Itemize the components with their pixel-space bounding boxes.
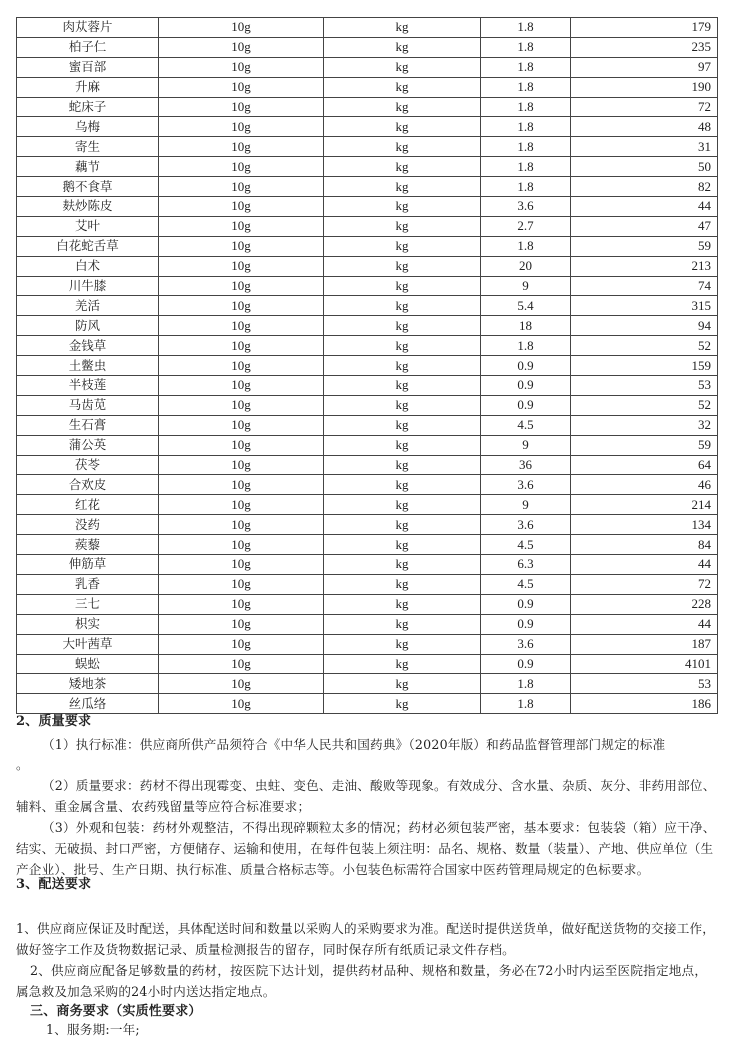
unit-cell: kg <box>324 356 481 376</box>
unit-cell: kg <box>324 276 481 296</box>
unit-cell: kg <box>324 395 481 415</box>
specification-cell: 10g <box>159 475 324 495</box>
specification-cell: 10g <box>159 236 324 256</box>
table-row <box>17 18 718 38</box>
quantity-cell: 0.9 <box>481 395 571 415</box>
quantity-cell: 1.8 <box>481 57 571 77</box>
herb-name-cell: 川牛膝 <box>17 276 159 296</box>
quantity-cell: 5.4 <box>481 296 571 316</box>
quantity-cell: 1.8 <box>481 18 571 38</box>
specification-cell: 10g <box>159 197 324 217</box>
herb-name-cell: 蜜百部 <box>17 57 159 77</box>
specification-cell: 10g <box>159 495 324 515</box>
specification-cell: 10g <box>159 77 324 97</box>
herb-name-cell: 蒲公英 <box>17 435 159 455</box>
unit-cell: kg <box>324 515 481 535</box>
price-cell: 48 <box>571 117 718 137</box>
price-cell: 44 <box>571 555 718 575</box>
quantity-cell: 9 <box>481 276 571 296</box>
unit-cell: kg <box>324 37 481 57</box>
table-row <box>17 574 718 594</box>
specification-cell: 10g <box>159 535 324 555</box>
price-cell: 53 <box>571 674 718 694</box>
price-cell: 47 <box>571 216 718 236</box>
quantity-cell: 1.8 <box>481 336 571 356</box>
specification-cell: 10g <box>159 37 324 57</box>
quantity-cell: 9 <box>481 495 571 515</box>
herb-name-cell: 白花蛇舌草 <box>17 236 159 256</box>
table-row <box>17 634 718 654</box>
herb-name-cell: 合欢皮 <box>17 475 159 495</box>
quantity-cell: 3.6 <box>481 197 571 217</box>
specification-cell: 10g <box>159 356 324 376</box>
quantity-cell: 9 <box>481 435 571 455</box>
table-row <box>17 435 718 455</box>
quality-requirements: （2）质量要求：药材不得出现霉变、虫蛀、变色、走油、酸败等现象。有效成分、含水量、杂质、灰分、非药用部位、辅料、重金属含量、农药残留量等应符合标准要求； <box>16 778 716 814</box>
unit-cell: kg <box>324 415 481 435</box>
unit-cell: kg <box>324 455 481 475</box>
unit-cell: kg <box>324 594 481 614</box>
unit-cell: kg <box>324 57 481 77</box>
quantity-cell: 0.9 <box>481 356 571 376</box>
table-row <box>17 57 718 77</box>
specification-cell: 10g <box>159 296 324 316</box>
table-row <box>17 77 718 97</box>
table-row <box>17 515 718 535</box>
price-cell: 59 <box>571 236 718 256</box>
unit-cell: kg <box>324 316 481 336</box>
herb-name-cell: 土鳖虫 <box>17 356 159 376</box>
herb-name-cell: 三七 <box>17 594 159 614</box>
specification-cell: 10g <box>159 694 324 714</box>
delivery-heading: 3、配送要求 <box>16 877 92 892</box>
herb-name-cell: 红花 <box>17 495 159 515</box>
quantity-cell: 1.8 <box>481 236 571 256</box>
quantity-cell: 0.9 <box>481 594 571 614</box>
specification-cell: 10g <box>159 137 324 157</box>
price-cell: 179 <box>571 18 718 38</box>
price-cell: 44 <box>571 197 718 217</box>
unit-cell: kg <box>324 475 481 495</box>
specification-cell: 10g <box>159 515 324 535</box>
quantity-cell: 36 <box>481 455 571 475</box>
price-cell: 72 <box>571 97 718 117</box>
price-cell: 74 <box>571 276 718 296</box>
price-cell: 97 <box>571 57 718 77</box>
quality-standard: （1）执行标准：供应商所供产品须符合《中华人民共和国药典》（2020年版）和药品监督管理部门规定的标准 <box>42 737 666 752</box>
table-row <box>17 336 718 356</box>
price-cell: 315 <box>571 296 718 316</box>
table-row <box>17 594 718 614</box>
unit-cell: kg <box>324 18 481 38</box>
herb-name-cell: 升麻 <box>17 77 159 97</box>
unit-cell: kg <box>324 574 481 594</box>
unit-cell: kg <box>324 197 481 217</box>
price-cell: 32 <box>571 415 718 435</box>
specification-cell: 10g <box>159 256 324 276</box>
quantity-cell: 4.5 <box>481 535 571 555</box>
table-row <box>17 177 718 197</box>
unit-cell: kg <box>324 216 481 236</box>
table-row <box>17 296 718 316</box>
specification-cell: 10g <box>159 336 324 356</box>
herb-name-cell: 生石膏 <box>17 415 159 435</box>
specification-cell: 10g <box>159 415 324 435</box>
price-cell: 52 <box>571 336 718 356</box>
specification-cell: 10g <box>159 117 324 137</box>
unit-cell: kg <box>324 177 481 197</box>
herb-name-cell: 茯苓 <box>17 455 159 475</box>
specification-cell: 10g <box>159 455 324 475</box>
herb-name-cell: 矮地茶 <box>17 674 159 694</box>
quantity-cell: 18 <box>481 316 571 336</box>
herb-name-cell: 柏子仁 <box>17 37 159 57</box>
quantity-cell: 1.8 <box>481 77 571 97</box>
table-row <box>17 117 718 137</box>
table-row <box>17 654 718 674</box>
unit-cell: kg <box>324 376 481 396</box>
business-heading: 三、商务要求（实质性要求） <box>30 1004 202 1019</box>
specification-cell: 10g <box>159 376 324 396</box>
specification-cell: 10g <box>159 395 324 415</box>
unit-cell: kg <box>324 77 481 97</box>
herb-name-cell: 肉苁蓉片 <box>17 18 159 38</box>
quantity-cell: 3.6 <box>481 515 571 535</box>
price-cell: 31 <box>571 137 718 157</box>
table-row <box>17 475 718 495</box>
quantity-cell: 20 <box>481 256 571 276</box>
price-cell: 52 <box>571 395 718 415</box>
specification-cell: 10g <box>159 316 324 336</box>
quality-heading: 2、质量要求 <box>16 714 92 729</box>
price-cell: 235 <box>571 37 718 57</box>
unit-cell: kg <box>324 535 481 555</box>
quantity-cell: 6.3 <box>481 555 571 575</box>
herb-name-cell: 蜈蚣 <box>17 654 159 674</box>
quantity-cell: 1.8 <box>481 694 571 714</box>
table-row <box>17 415 718 435</box>
unit-cell: kg <box>324 236 481 256</box>
quantity-cell: 0.9 <box>481 654 571 674</box>
delivery-item-2: 2、供应商应配备足够数量的药材，按医院下达计划，提供药材品种、规格和数量，务必在72小时内运至医院指定地点，属急救及加急采购的24小时内送达指定地点。 <box>16 963 708 999</box>
quantity-cell: 2.7 <box>481 216 571 236</box>
quality-packaging: （3）外观和包装：药材外观整洁，不得出现碎颗粒太多的情况；药材必须包装严密，基本要求：包装袋（箱）应干净、结实、无破损、封口严密，方便储存、运输和使用，在每件包装上须注明：品名、规格、数量（装量）、产地、供应单位（生产企业）、批号、生产日期、执行标准、质量合格标志等。小包装色标需符合国家中医药管理局规定的色标要求。 <box>16 820 716 877</box>
quantity-cell: 0.9 <box>481 614 571 634</box>
specification-cell: 10g <box>159 216 324 236</box>
quantity-cell: 4.5 <box>481 574 571 594</box>
price-cell: 64 <box>571 455 718 475</box>
herb-name-cell: 鹅不食草 <box>17 177 159 197</box>
quantity-cell: 1.8 <box>481 177 571 197</box>
unit-cell: kg <box>324 555 481 575</box>
herb-name-cell: 羌活 <box>17 296 159 316</box>
price-cell: 46 <box>571 475 718 495</box>
price-cell: 72 <box>571 574 718 594</box>
specification-cell: 10g <box>159 555 324 575</box>
price-cell: 82 <box>571 177 718 197</box>
herb-name-cell: 艾叶 <box>17 216 159 236</box>
herb-name-cell: 寄生 <box>17 137 159 157</box>
specification-cell: 10g <box>159 614 324 634</box>
quantity-cell: 3.6 <box>481 475 571 495</box>
table-row <box>17 316 718 336</box>
specification-cell: 10g <box>159 276 324 296</box>
table-row <box>17 216 718 236</box>
specification-cell: 10g <box>159 594 324 614</box>
table-row <box>17 356 718 376</box>
herb-name-cell: 金钱草 <box>17 336 159 356</box>
specification-cell: 10g <box>159 57 324 77</box>
herb-name-cell: 枳实 <box>17 614 159 634</box>
unit-cell: kg <box>324 634 481 654</box>
table-row <box>17 495 718 515</box>
specification-cell: 10g <box>159 97 324 117</box>
table-row <box>17 137 718 157</box>
table-row <box>17 614 718 634</box>
price-cell: 50 <box>571 157 718 177</box>
herb-name-cell: 白术 <box>17 256 159 276</box>
specification-cell: 10g <box>159 634 324 654</box>
unit-cell: kg <box>324 97 481 117</box>
specification-cell: 10g <box>159 177 324 197</box>
quantity-cell: 1.8 <box>481 137 571 157</box>
table-row <box>17 157 718 177</box>
herb-name-cell: 半枝莲 <box>17 376 159 396</box>
quality-standard-end: 。 <box>16 757 29 772</box>
quantity-cell: 4.5 <box>481 415 571 435</box>
unit-cell: kg <box>324 614 481 634</box>
herb-name-cell: 没药 <box>17 515 159 535</box>
table-row <box>17 236 718 256</box>
table-row <box>17 395 718 415</box>
unit-cell: kg <box>324 694 481 714</box>
herb-name-cell: 乌梅 <box>17 117 159 137</box>
price-cell: 186 <box>571 694 718 714</box>
unit-cell: kg <box>324 256 481 276</box>
herb-name-cell: 大叶茜草 <box>17 634 159 654</box>
price-cell: 84 <box>571 535 718 555</box>
specification-cell: 10g <box>159 435 324 455</box>
price-cell: 190 <box>571 77 718 97</box>
table-row <box>17 555 718 575</box>
unit-cell: kg <box>324 117 481 137</box>
price-cell: 44 <box>571 614 718 634</box>
unit-cell: kg <box>324 654 481 674</box>
table-row <box>17 97 718 117</box>
specification-cell: 10g <box>159 18 324 38</box>
herb-name-cell: 藕节 <box>17 157 159 177</box>
table-row <box>17 455 718 475</box>
quantity-cell: 1.8 <box>481 674 571 694</box>
specification-cell: 10g <box>159 574 324 594</box>
price-cell: 159 <box>571 356 718 376</box>
quantity-cell: 1.8 <box>481 157 571 177</box>
herb-name-cell: 防风 <box>17 316 159 336</box>
herb-name-cell: 麸炒陈皮 <box>17 197 159 217</box>
table-row <box>17 674 718 694</box>
price-cell: 53 <box>571 376 718 396</box>
table-row <box>17 376 718 396</box>
herb-name-cell: 伸筋草 <box>17 555 159 575</box>
quantity-cell: 3.6 <box>481 634 571 654</box>
unit-cell: kg <box>324 296 481 316</box>
price-cell: 134 <box>571 515 718 535</box>
unit-cell: kg <box>324 435 481 455</box>
quantity-cell: 0.9 <box>481 376 571 396</box>
price-cell: 59 <box>571 435 718 455</box>
table-row <box>17 276 718 296</box>
quantity-cell: 1.8 <box>481 37 571 57</box>
herb-name-cell: 乳香 <box>17 574 159 594</box>
table-row <box>17 256 718 276</box>
price-cell: 94 <box>571 316 718 336</box>
price-cell: 213 <box>571 256 718 276</box>
table-row <box>17 535 718 555</box>
table-row <box>17 37 718 57</box>
quantity-cell: 1.8 <box>481 117 571 137</box>
herb-name-cell: 蛇床子 <box>17 97 159 117</box>
price-cell: 4101 <box>571 654 718 674</box>
price-cell: 214 <box>571 495 718 515</box>
specification-cell: 10g <box>159 674 324 694</box>
unit-cell: kg <box>324 157 481 177</box>
unit-cell: kg <box>324 137 481 157</box>
business-item-1: 1、服务期:一年; <box>46 1022 140 1037</box>
specification-cell: 10g <box>159 654 324 674</box>
delivery-item-1: 1、供应商应保证及时配送，具体配送时间和数量以采购人的采购要求为准。配送时提供送货单，做好配送货物的交接工作，做好签字工作及货物数据记录、质量检测报告的留存，同时保存所有纸质记录文件存档。 <box>16 921 716 957</box>
herb-name-cell: 蒺藜 <box>17 535 159 555</box>
unit-cell: kg <box>324 674 481 694</box>
herb-table <box>16 17 718 714</box>
unit-cell: kg <box>324 336 481 356</box>
table-row <box>17 197 718 217</box>
herb-name-cell: 马齿苋 <box>17 395 159 415</box>
quantity-cell: 1.8 <box>481 97 571 117</box>
price-cell: 228 <box>571 594 718 614</box>
price-cell: 187 <box>571 634 718 654</box>
specification-cell: 10g <box>159 157 324 177</box>
herb-name-cell: 丝瓜络 <box>17 694 159 714</box>
unit-cell: kg <box>324 495 481 515</box>
